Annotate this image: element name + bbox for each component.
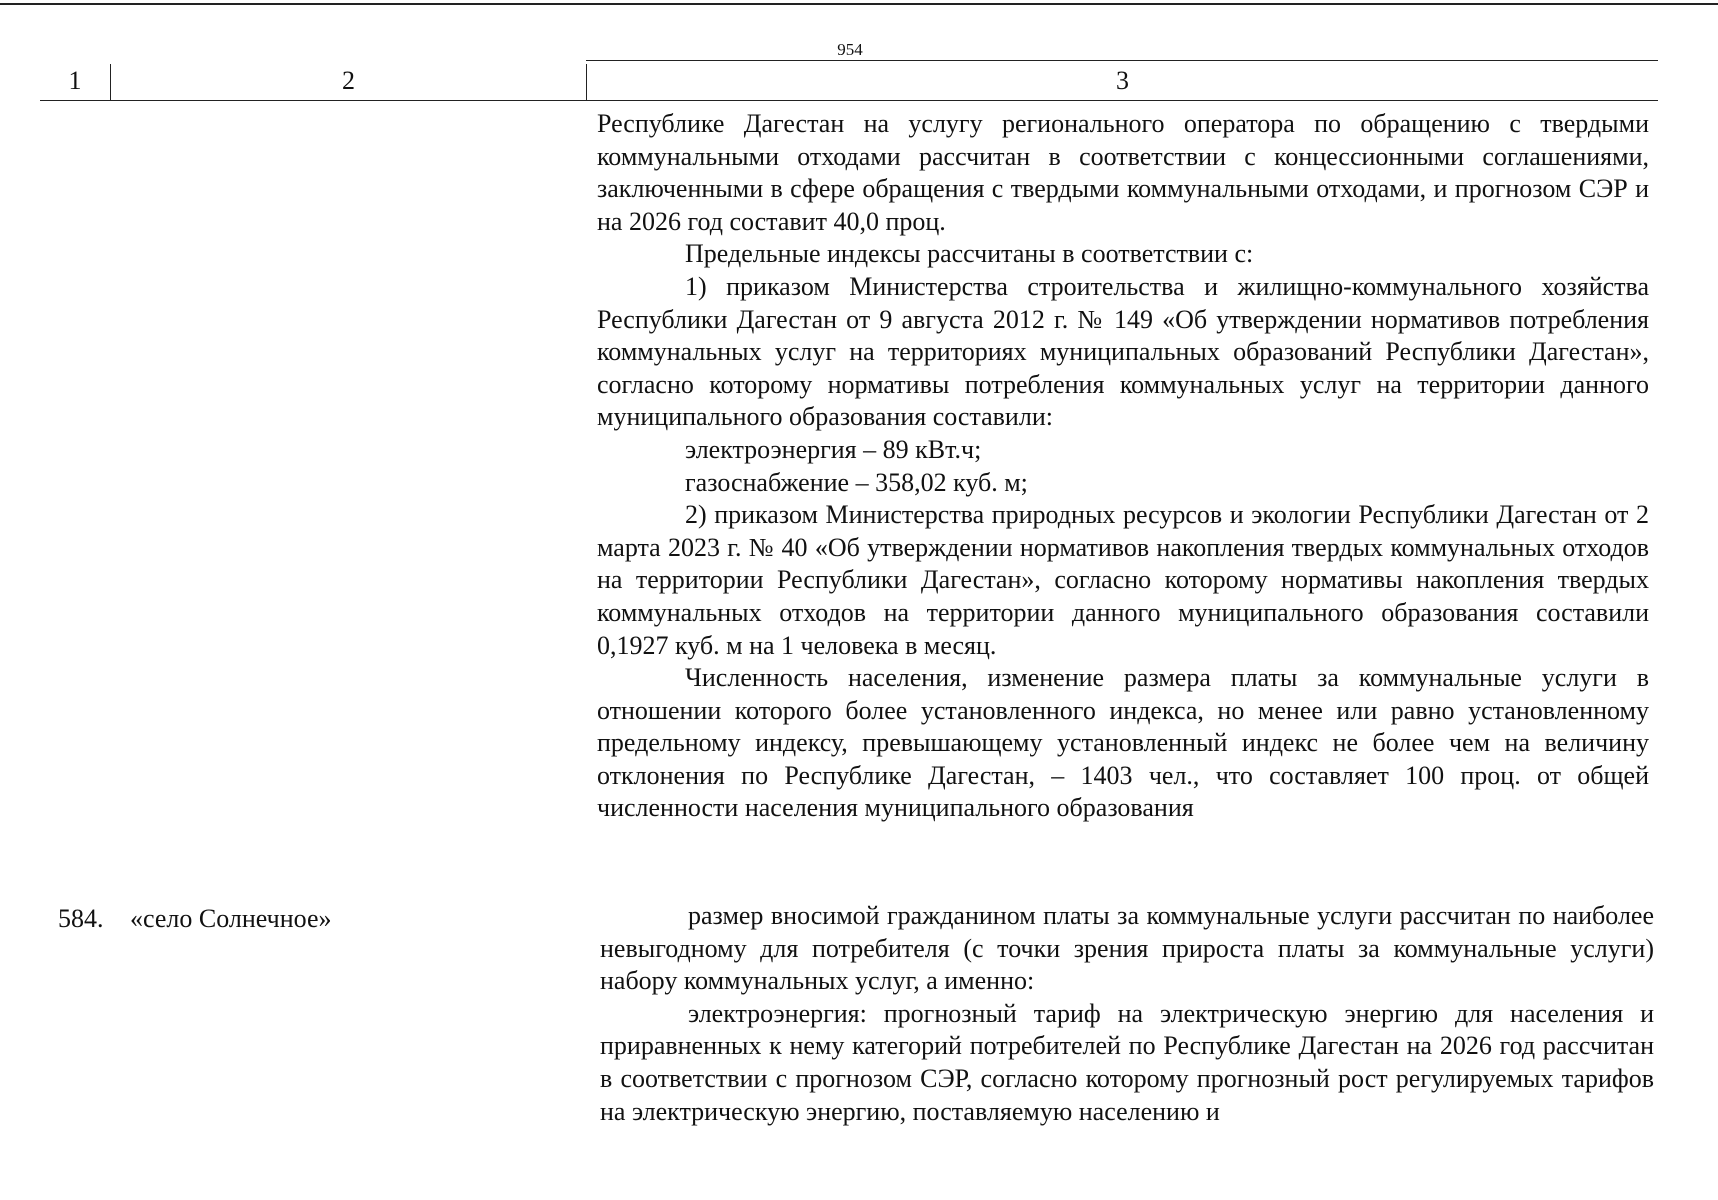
column-header-2: 2 xyxy=(110,64,586,100)
row-text-block xyxy=(600,900,1654,1128)
page-top-edge xyxy=(0,3,1718,5)
paragraph: Численность населения, изменение размера платы за коммунальные услуги в отношении которого более установленного индекса, но менее или равно установленному предельному индексу, превышающему установленный индекс не более чем на величину отклонения по Республике Дагестан, – 1403 чел., что составляет 100 проц. от общей численности населения муниципального образования xyxy=(597,663,1649,823)
row-number: 584. xyxy=(58,904,104,933)
paragraph: размер вносимой гражданином платы за коммунальные услуги рассчитан по наиболее невыгодному для потребителя (с точки зрения прироста платы за коммунальные услуги) набору коммунальных услуг, а именно: xyxy=(600,901,1654,996)
column-header-3: 3 xyxy=(586,64,1658,100)
paragraph: Предельные индексы рассчитаны в соответствии с: xyxy=(685,239,1254,269)
table-column-header xyxy=(40,64,1658,101)
column-header-1: 1 xyxy=(68,66,82,95)
paragraph: электроэнергия – 89 кВт.ч; xyxy=(685,434,982,464)
row-name: «село Солнечное» xyxy=(130,904,332,933)
continued-text-block xyxy=(597,108,1649,825)
paragraph: газоснабжение – 358,02 куб. м; xyxy=(685,467,1028,497)
table-row-label xyxy=(58,903,332,935)
paragraph: 2) приказом Министерства природных ресурсов и экологии Республики Дагестан от 2 марта 2023 г. № 40 «Об утверждении нормативов накопления твердых коммунальных отходов на территории Республики Дагестан», согласно которому нормативы накопления твердых коммунальных отходов на территории данного муниципального образования составили 0,1927 куб. м на 1 человека в месяц. xyxy=(597,500,1649,660)
paragraph: Республике Дагестан на услугу регионального оператора по обращению с твердыми коммунальными отходами рассчитан в соответствии с концессионными соглашениями, заключенными в сфере обращения с твердыми коммунальными отходами, и прогнозом СЭР и на 2026 год составит 40,0 проц. xyxy=(597,109,1649,236)
paragraph: электроэнергия: прогнозный тариф на электрическую энергию для населения и приравненных к нему категорий потребителей по Республике Дагестан на 2026 год рассчитан в соответствии с прогнозом СЭР, согласно которому прогнозный рост регулируемых тарифов на электрическую энергию, поставляемую населению и xyxy=(600,998,1654,1126)
header-rule xyxy=(586,60,1658,61)
page-number: 954 xyxy=(837,40,863,59)
paragraph: 1) приказом Министерства строительства и жилищно-коммунального хозяйства Республики Дагестан от 9 августа 2012 г. № 149 «Об утверждении нормативов потребления коммунальных услуг на территориях муниципальных образований Республики Дагестан», согласно которому нормативы потребления коммунальных услуг на территории данного муниципального образования составили: xyxy=(597,271,1649,432)
